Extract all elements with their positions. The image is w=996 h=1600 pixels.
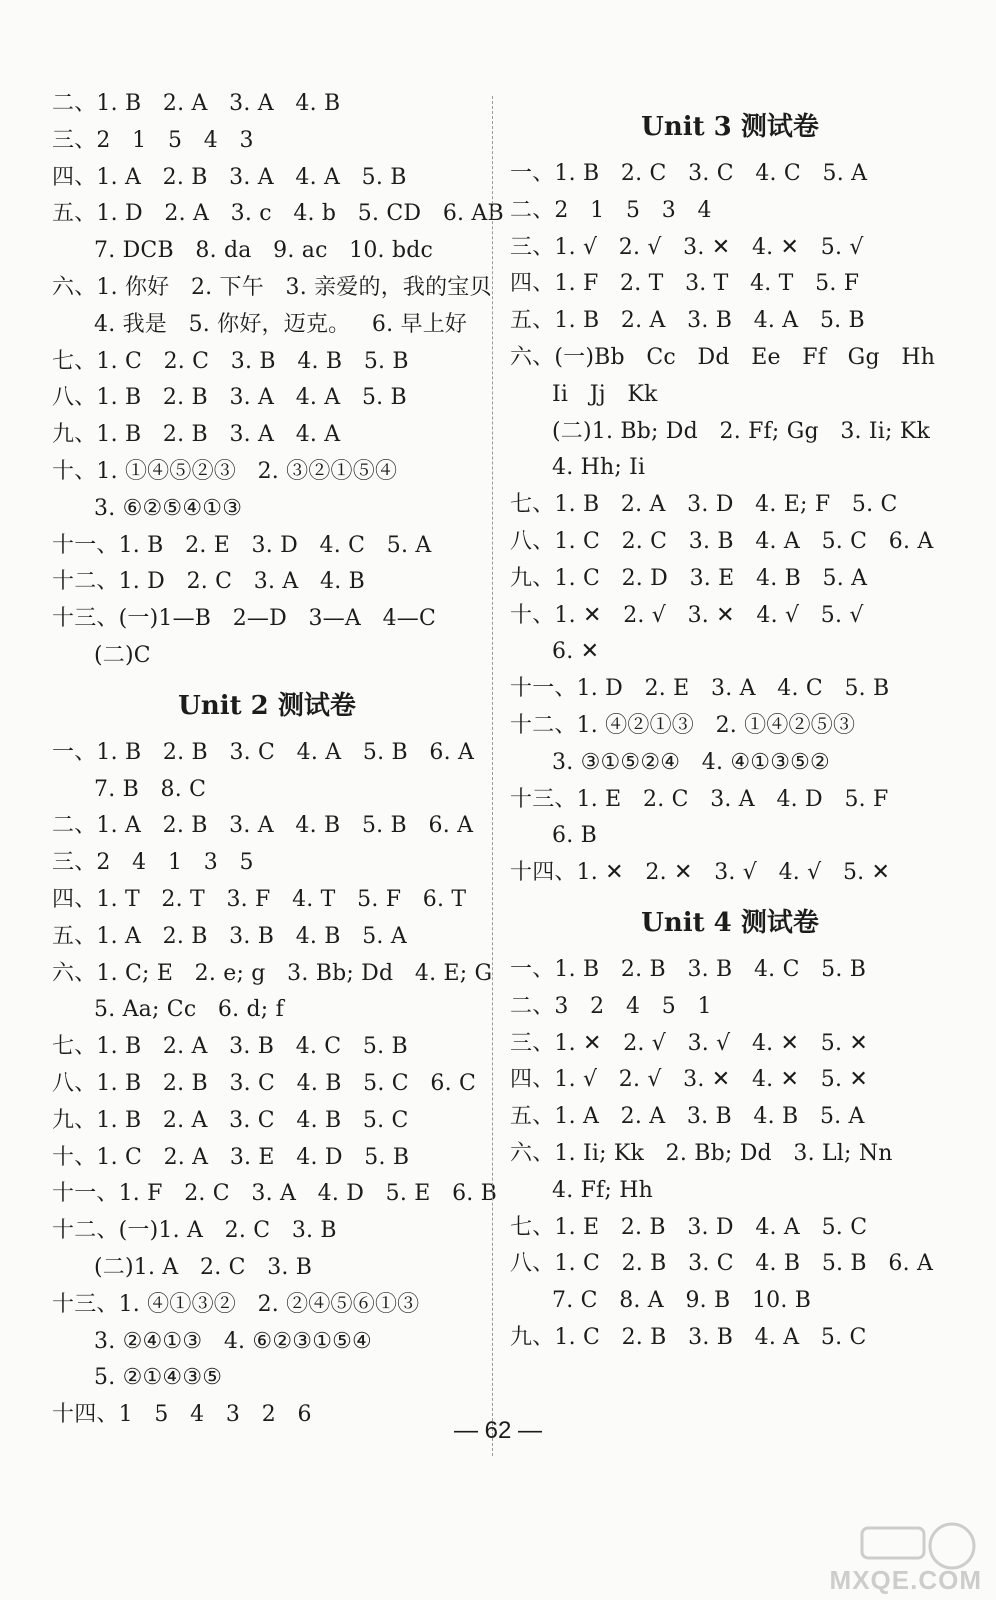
answer-line: 七、1. C 2. C 3. B 4. B 5. B <box>52 348 409 374</box>
answer-line: 四、1. F 2. T 3. T 4. T 5. F <box>510 271 860 297</box>
answer-line: 二、1. A 2. B 3. A 4. B 5. B 6. A <box>52 813 474 839</box>
answer-line: 一、1. B 2. B 3. C 4. A 5. B 6. A <box>52 739 475 765</box>
answer-line: Ii Jj Kk <box>552 381 658 407</box>
answer-line: 七、1. B 2. A 3. B 4. C 5. B <box>52 1034 408 1060</box>
answer-line: 5. ②①④③⑤ <box>94 1365 223 1391</box>
answer-line: 十二、(一)1. A 2. C 3. B <box>52 1218 337 1244</box>
answer-line: (二)1. A 2. C 3. B <box>94 1254 313 1280</box>
answer-line: 十三、1. ④①③② 2. ②④⑤⑥①③ <box>52 1291 420 1317</box>
answer-line: 十一、1. B 2. E 3. D 4. C 5. A <box>52 532 432 558</box>
answer-line: 六、1. Ii; Kk 2. Bb; Dd 3. Ll; Nn <box>510 1140 893 1166</box>
answer-line: 六、(一)Bb Cc Dd Ee Ff Gg Hh <box>510 344 936 370</box>
answer-line: 6. B <box>552 823 597 849</box>
answer-line: 4. Ff; Hh <box>552 1177 653 1203</box>
answer-line: 十、1. C 2. A 3. E 4. D 5. B <box>52 1144 410 1170</box>
answer-line: 四、1. √ 2. √ 3. ✕ 4. ✕ 5. ✕ <box>510 1067 868 1093</box>
answer-line: 九、1. B 2. B 3. A 4. A <box>52 422 341 448</box>
answer-line: 4. Hh; Ii <box>552 455 646 481</box>
answer-line: 八、1. C 2. C 3. B 4. A 5. C 6. A <box>510 528 934 554</box>
answer-line: 十、1. ①④⑤②③ 2. ③②①⑤④ <box>52 458 398 484</box>
answer-line: 3. ⑥②⑤④①③ <box>94 495 243 521</box>
answer-line: 6. ✕ <box>552 639 600 665</box>
answer-line: 5. Aa; Cc 6. d; f <box>94 997 284 1023</box>
answer-line: 三、1. √ 2. √ 3. ✕ 4. ✕ 5. √ <box>510 234 864 260</box>
answer-line: 五、1. A 2. A 3. B 4. B 5. A <box>510 1104 865 1130</box>
answer-line: 十四、1. ✕ 2. ✕ 3. √ 4. √ 5. ✕ <box>510 860 891 886</box>
watermark <box>829 1518 982 1596</box>
answer-line: 八、1. C 2. B 3. C 4. B 5. B 6. A <box>510 1251 934 1277</box>
answer-line: 一、1. B 2. B 3. B 4. C 5. B <box>510 956 867 982</box>
answer-line: 三、1. ✕ 2. √ 3. √ 4. ✕ 5. ✕ <box>510 1030 868 1056</box>
answer-line: 7. C 8. A 9. B 10. B <box>552 1288 812 1314</box>
answer-line: 二、1. B 2. A 3. A 4. B <box>52 91 341 116</box>
answer-line: 六、1. 你好 2. 下午 3. 亲爱的，我的宝贝 <box>52 274 492 300</box>
answer-line: 九、1. B 2. A 3. C 4. B 5. C <box>52 1107 409 1133</box>
answer-line: 六、1. C; E 2. e; g 3. Bb; Dd 4. E; G <box>52 960 493 986</box>
answer-line: (二)1. Bb; Dd 2. Ff; Gg 3. Ii; Kk <box>552 418 931 444</box>
answer-line: 3. ②④①③ 4. ⑥②③①⑤④ <box>94 1328 372 1354</box>
answer-line: 八、1. B 2. B 3. A 4. A 5. B <box>52 385 407 411</box>
answer-line: 九、1. C 2. D 3. E 4. B 5. A <box>510 565 868 591</box>
answer-line: 十一、1. D 2. E 3. A 4. C 5. B <box>510 676 890 702</box>
watermark-text: MXQE.COM <box>829 1565 982 1595</box>
answer-line: 三、2 1 5 4 3 <box>52 127 254 153</box>
right-column <box>510 86 950 1357</box>
answer-line: 十二、1. D 2. C 3. A 4. B <box>52 569 365 595</box>
answer-line: 4. 我是 5. 你好，迈克。 6. 早上好 <box>94 311 468 337</box>
answer-line: 四、1. T 2. T 3. F 4. T 5. F 6. T <box>52 886 467 912</box>
answer-line: 十二、1. ④②①③ 2. ①④②⑤③ <box>510 712 856 738</box>
unit-title: Unit 2 测试卷 <box>178 690 356 721</box>
answer-line: 十四、1 5 4 3 2 6 <box>52 1402 312 1428</box>
answer-line: 二、2 1 5 3 4 <box>510 197 712 223</box>
answer-line: 四、1. A 2. B 3. A 4. A 5. B <box>52 164 407 190</box>
answer-line: 7. B 8. C <box>94 776 207 802</box>
answer-line: 八、1. B 2. B 3. C 4. B 5. C 6. C <box>52 1070 476 1096</box>
answer-line: 十三、1. E 2. C 3. A 4. D 5. F <box>510 786 889 812</box>
answer-line: 3. ③①⑤②④ 4. ④①③⑤② <box>552 749 830 775</box>
answer-line: (二)C <box>94 642 151 668</box>
answer-line: 五、1. D 2. A 3. c 4. b 5. CD 6. AB <box>52 201 504 227</box>
answer-line: 二、3 2 4 5 1 <box>510 993 712 1019</box>
answer-line: 五、1. A 2. B 3. B 4. B 5. A <box>52 923 407 949</box>
column-divider <box>492 96 493 1456</box>
left-column <box>52 86 504 1434</box>
answer-line: 五、1. B 2. A 3. B 4. A 5. B <box>510 308 865 334</box>
answer-line: 九、1. C 2. B 3. B 4. A 5. C <box>510 1324 867 1350</box>
answer-line: 一、1. B 2. C 3. C 4. C 5. A <box>510 161 868 186</box>
answer-line: 十一、1. F 2. C 3. A 4. D 5. E 6. B <box>52 1181 498 1207</box>
answer-line: 七、1. E 2. B 3. D 4. A 5. C <box>510 1214 868 1240</box>
answer-line: 十、1. ✕ 2. √ 3. ✕ 4. √ 5. √ <box>510 602 864 628</box>
answer-line: 十三、(一)1—B 2—D 3—A 4—C <box>52 606 437 632</box>
answer-line: 七、1. B 2. A 3. D 4. E; F 5. C <box>510 492 898 518</box>
page-number: — 62 — <box>453 1417 543 1444</box>
unit-title: Unit 4 测试卷 <box>641 907 819 938</box>
answer-line: 7. DCB 8. da 9. ac 10. bdc <box>94 238 434 264</box>
answer-line: 三、2 4 1 3 5 <box>52 850 254 876</box>
unit-title: Unit 3 测试卷 <box>641 112 819 142</box>
